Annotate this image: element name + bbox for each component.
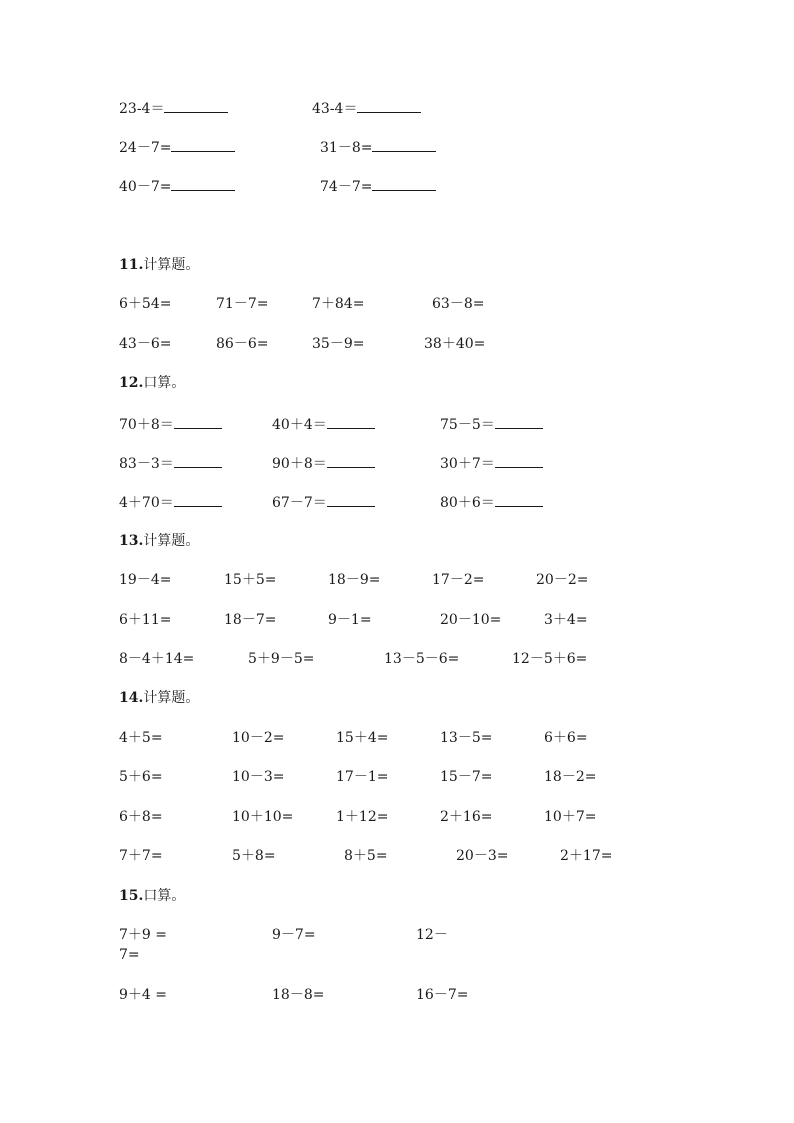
exercise: 17－2= <box>432 572 485 588</box>
exercise: 6＋8= <box>119 809 163 825</box>
exercise: 31－8= <box>320 137 436 157</box>
answer-blank[interactable] <box>171 176 235 191</box>
exercise: 9－1= <box>328 612 372 628</box>
exercise: 1＋12= <box>336 809 389 825</box>
question-heading-15: 15.口算。 <box>119 888 186 904</box>
exercise-continuation: 7= <box>119 947 140 963</box>
question-heading-12: 12.口算。 <box>119 375 186 391</box>
exercise: 5＋8= <box>232 848 276 864</box>
exercise: 10＋10= <box>232 809 294 825</box>
exercise: 43－6= <box>119 336 172 352</box>
exercise: 7＋7= <box>119 848 163 864</box>
exercise: 6＋54= <box>119 296 172 312</box>
exercise: 20－3= <box>456 848 509 864</box>
exercise: 18－9= <box>328 572 381 588</box>
exercise: 10－2= <box>232 730 285 746</box>
exercise: 70＋8＝ <box>119 414 222 434</box>
exercise: 67－7＝ <box>272 492 375 512</box>
exercise: 2＋17= <box>560 848 613 864</box>
exercise: 86－6= <box>216 336 269 352</box>
exercise: 35－9= <box>312 336 365 352</box>
exercise: 18－2= <box>544 769 597 785</box>
answer-blank[interactable] <box>372 137 436 152</box>
exercise: 7＋9 = <box>119 927 167 943</box>
exercise: 10＋7= <box>544 809 597 825</box>
answer-blank[interactable] <box>327 414 375 429</box>
exercise: 40－7= <box>119 176 235 196</box>
exercise: 63－8= <box>432 296 485 312</box>
exercise: 90＋8＝ <box>272 453 375 473</box>
exercise: 12－ <box>416 927 448 943</box>
answer-blank[interactable] <box>171 137 235 152</box>
exercise: 23-4＝ <box>119 98 228 118</box>
exercise: 8＋5= <box>344 848 388 864</box>
exercise: 4＋5= <box>119 730 163 746</box>
exercise: 13－5= <box>440 730 493 746</box>
answer-blank[interactable] <box>174 414 222 429</box>
exercise: 5＋9－5= <box>248 651 315 667</box>
exercise: 5＋6= <box>119 769 163 785</box>
answer-blank[interactable] <box>327 492 375 507</box>
question-heading-13: 13.计算题。 <box>119 533 200 549</box>
exercise: 16－7= <box>416 987 469 1003</box>
question-heading-14: 14.计算题。 <box>119 690 200 706</box>
exercise: 15＋5= <box>224 572 277 588</box>
answer-blank[interactable] <box>357 98 421 113</box>
answer-blank[interactable] <box>327 453 375 468</box>
exercise: 18－7= <box>224 612 277 628</box>
exercise: 15＋4= <box>336 730 389 746</box>
exercise: 80＋6＝ <box>440 492 543 512</box>
exercise: 17－1= <box>336 769 389 785</box>
exercise: 4＋70＝ <box>119 492 222 512</box>
exercise: 6＋11= <box>119 612 172 628</box>
exercise: 15－7= <box>440 769 493 785</box>
exercise: 24－7= <box>119 137 235 157</box>
exercise: 3＋4= <box>544 612 588 628</box>
exercise: 9＋4 = <box>119 987 167 1003</box>
answer-blank[interactable] <box>174 492 222 507</box>
exercise: 83－3＝ <box>119 453 222 473</box>
answer-blank[interactable] <box>495 414 543 429</box>
question-heading-11: 11.计算题。 <box>119 257 200 273</box>
exercise: 74－7= <box>320 176 436 196</box>
answer-blank[interactable] <box>164 98 228 113</box>
exercise: 38＋40= <box>424 336 486 352</box>
exercise: 12－5＋6= <box>512 651 588 667</box>
answer-blank[interactable] <box>495 492 543 507</box>
exercise: 2＋16= <box>440 809 493 825</box>
exercise: 20－10= <box>440 612 502 628</box>
exercise: 13－5－6= <box>384 651 460 667</box>
exercise: 18－8= <box>272 987 325 1003</box>
exercise: 10－3= <box>232 769 285 785</box>
answer-blank[interactable] <box>372 176 436 191</box>
exercise: 75－5＝ <box>440 414 543 434</box>
exercise: 43-4＝ <box>312 98 421 118</box>
answer-blank[interactable] <box>495 453 543 468</box>
exercise: 8－4＋14= <box>119 651 195 667</box>
exercise: 19－4= <box>119 572 172 588</box>
exercise: 20－2= <box>536 572 589 588</box>
exercise: 6＋6= <box>544 730 588 746</box>
exercise: 7＋84= <box>312 296 365 312</box>
answer-blank[interactable] <box>174 453 222 468</box>
exercise: 30＋7＝ <box>440 453 543 473</box>
exercise: 40＋4＝ <box>272 414 375 434</box>
exercise: 9－7= <box>272 927 316 943</box>
exercise: 71－7= <box>216 296 269 312</box>
